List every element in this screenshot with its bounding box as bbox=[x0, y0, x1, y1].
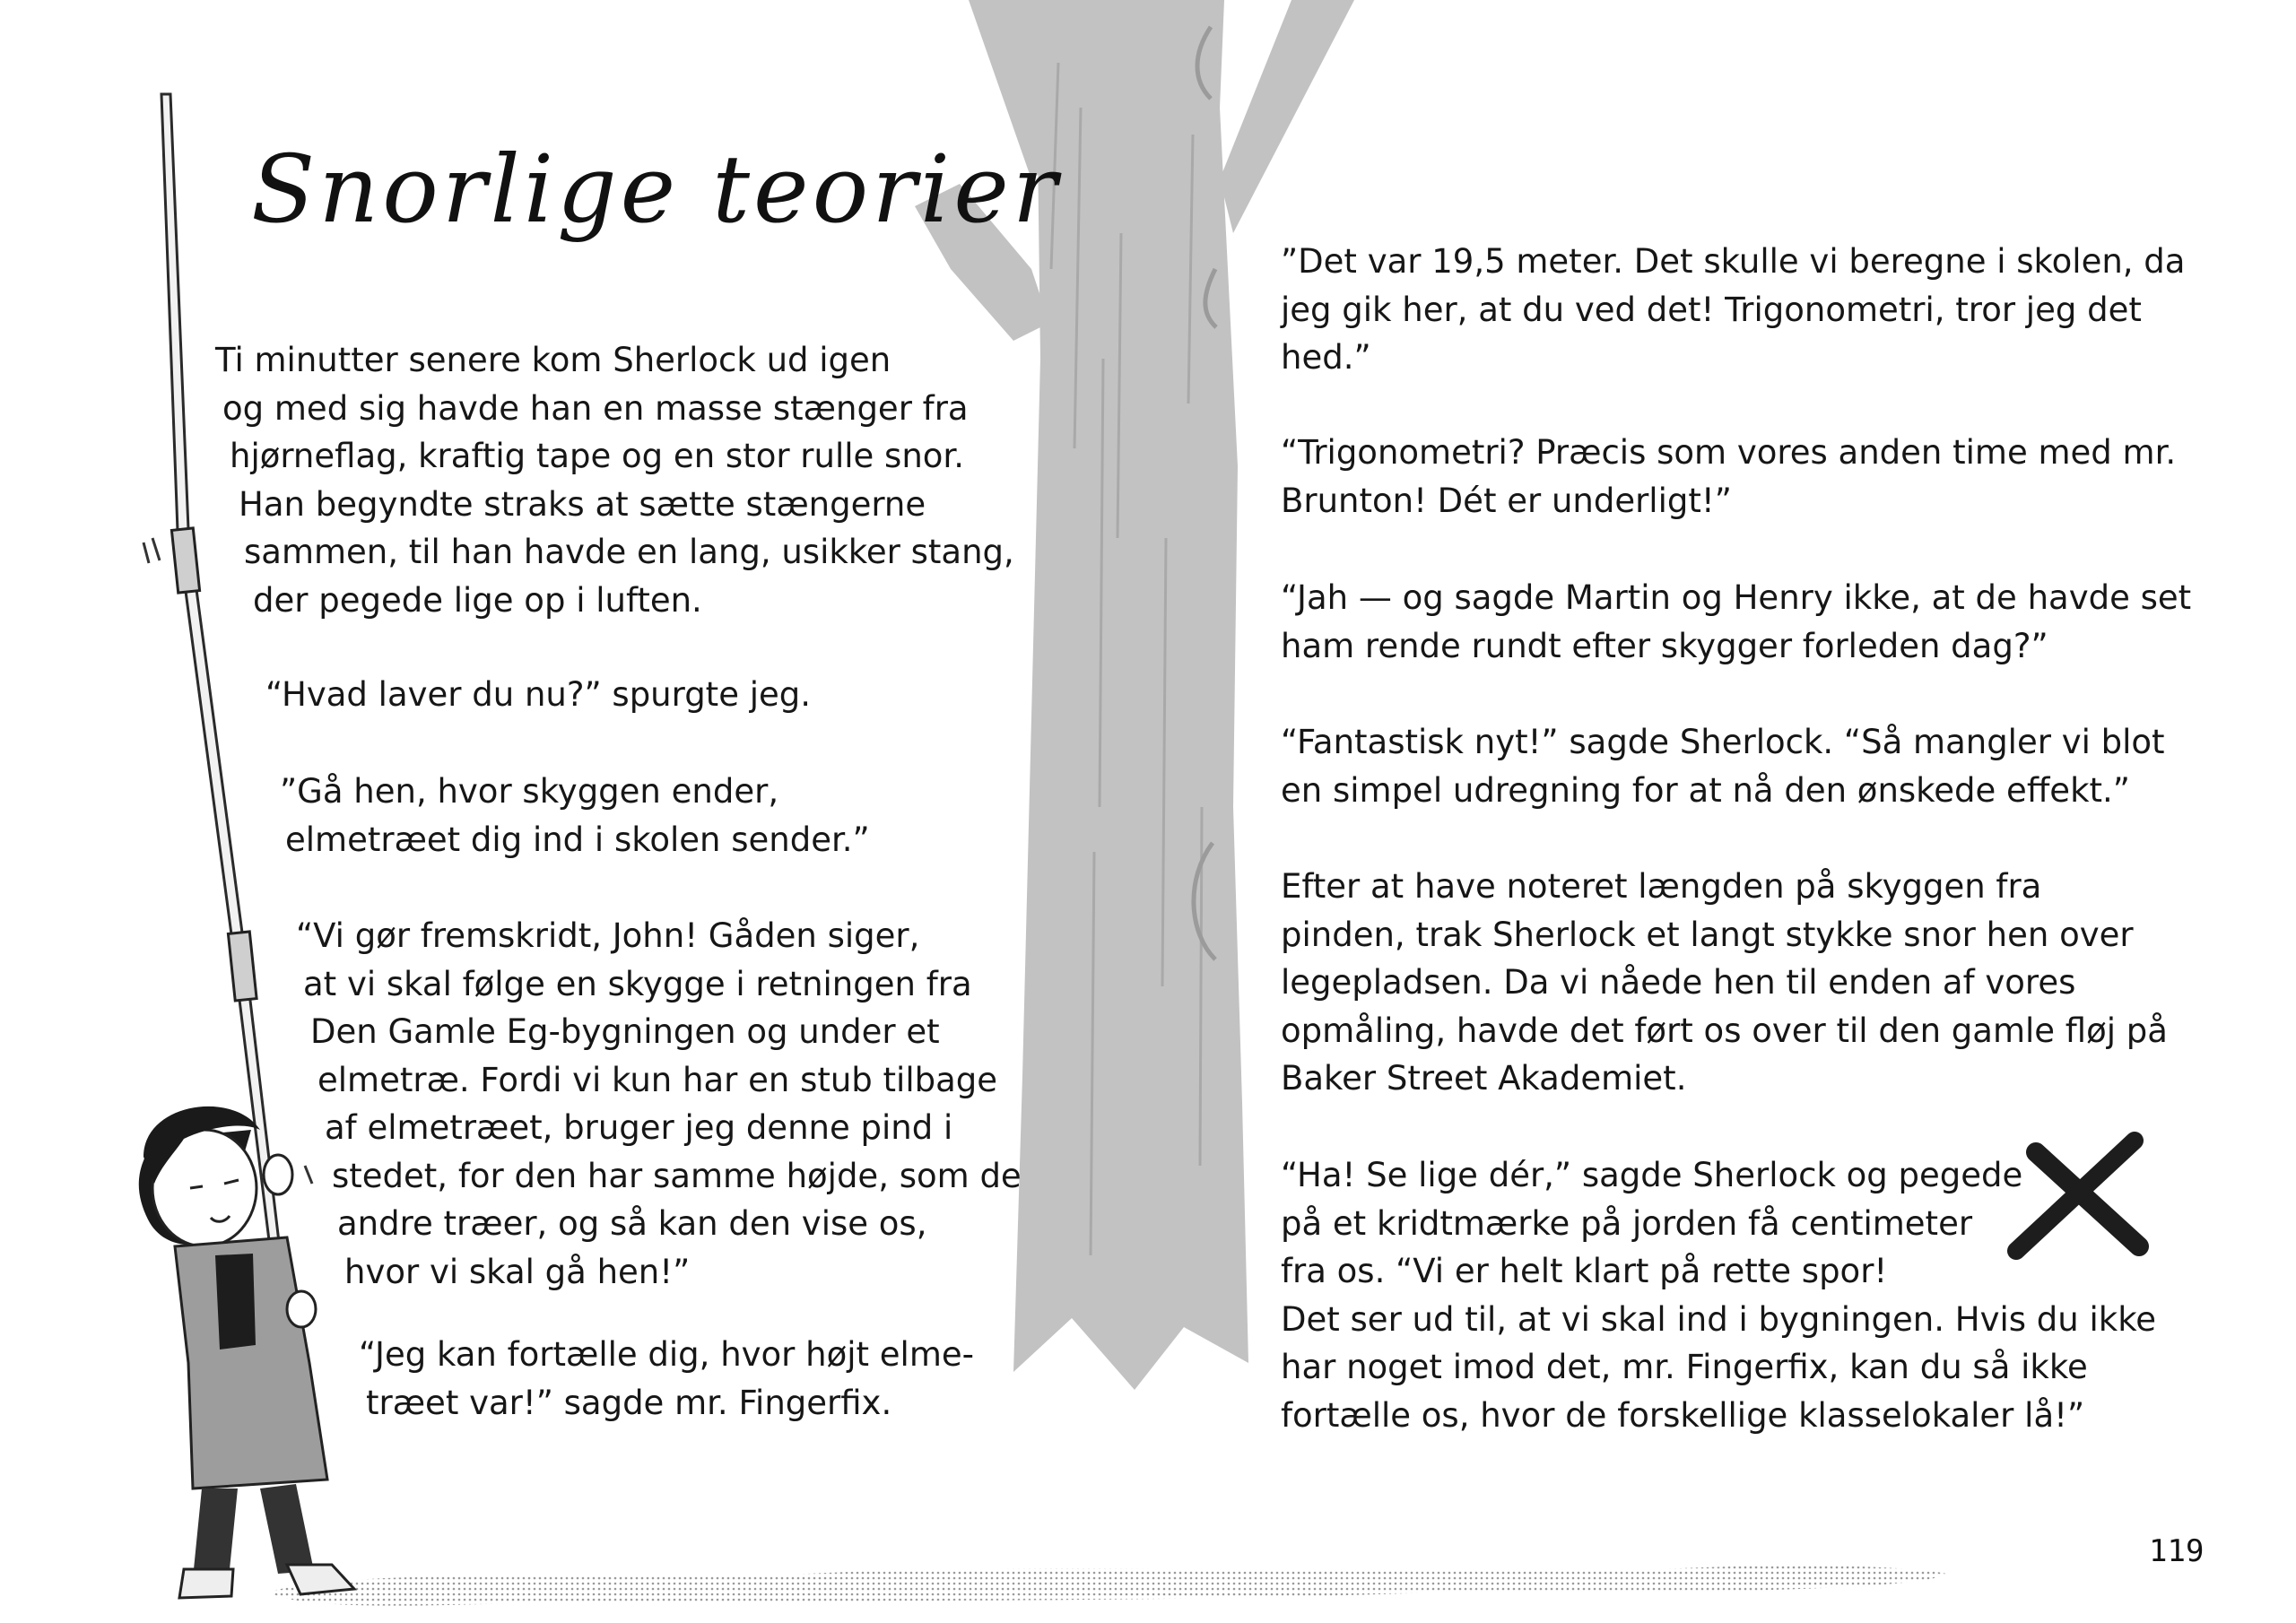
text-line: fortælle os, hvor de forskellige klasselokaler lå!” bbox=[1281, 1395, 2085, 1435]
text-line: “Vi gør fremskridt, John! Gåden siger, bbox=[296, 916, 920, 955]
text-line: Ti minutter senere kom Sherlock ud igen bbox=[215, 341, 891, 379]
text-line: “Fantastisk nyt!” sagde Sherlock. “Så mangler vi blot bbox=[1281, 723, 2165, 761]
text-line: ”Det var 19,5 meter. Det skulle vi beregne i skolen, da bbox=[1281, 242, 2186, 281]
chalk-x-mark-icon bbox=[2016, 1141, 2139, 1251]
text-line: der pegede lige op i luften. bbox=[253, 580, 702, 620]
text-line: “Trigonometri? Præcis som vores anden time med mr. bbox=[1281, 433, 2177, 472]
text-line: træet var!” sagde mr. Fingerfix. bbox=[366, 1383, 892, 1422]
text-line: på et kridtmærke på jorden få centimeter bbox=[1281, 1203, 1973, 1243]
text-line: stedet, for den har samme højde, som de bbox=[332, 1156, 1022, 1195]
text-line: en simpel udregning for at nå den ønskede effekt.” bbox=[1281, 770, 2130, 810]
text-line: andre træer, og så kan den vise os, bbox=[337, 1204, 927, 1243]
text-line: “Jeg kan fortælle dig, hvor højt elme- bbox=[359, 1335, 974, 1374]
page-number: 119 bbox=[2149, 1533, 2205, 1569]
text-line: Baker Street Akademiet. bbox=[1281, 1059, 1687, 1098]
text-line: og med sig havde han en masse stænger fra bbox=[222, 388, 969, 428]
ground-shadow bbox=[269, 1566, 1946, 1606]
text-line: Brunton! Dét er underligt!” bbox=[1281, 481, 1732, 520]
text-line: hed.” bbox=[1281, 338, 1371, 377]
text-line: hjørneflag, kraftig tape og en stor rulle snor. bbox=[230, 437, 964, 475]
text-line: “Hvad laver du nu?” spurgte jeg. bbox=[265, 675, 812, 714]
text-line: af elmetræet, bruger jeg denne pind i bbox=[325, 1108, 953, 1147]
text-line: hvor vi skal gå hen!” bbox=[344, 1252, 691, 1291]
boy-with-pole-illustration bbox=[139, 1107, 354, 1598]
text-line: Han begyndte straks at sætte stængerne bbox=[239, 484, 926, 524]
text-line: at vi skal følge en skygge i retningen fra bbox=[303, 964, 972, 1003]
text-line: fra os. “Vi er helt klart på rette spor! bbox=[1281, 1252, 1888, 1290]
text-line: “Ha! Se lige dér,” sagde Sherlock og pegede bbox=[1281, 1156, 2023, 1194]
text-line: elmetræet dig ind i skolen sender.” bbox=[285, 820, 870, 859]
text-line: sammen, til han havde en lang, usikker stang, bbox=[244, 533, 1014, 571]
text-line: Det ser ud til, at vi skal ind i bygningen. Hvis du ikke bbox=[1281, 1299, 2157, 1339]
text-line: Den Gamle Eg-bygningen og under et bbox=[310, 1012, 940, 1051]
text-line: har noget imod det, mr. Fingerfix, kan du så ikke bbox=[1281, 1348, 2088, 1386]
text-line: opmåling, havde det ført os over til den gamle fløj på bbox=[1281, 1011, 2168, 1050]
text-line: “Jah — og sagde Martin og Henry ikke, at de havde set bbox=[1281, 578, 2192, 617]
text-line: Efter at have noteret længden på skyggen fra bbox=[1281, 867, 2042, 906]
text-line: ham rende rundt efter skygger forleden dag?” bbox=[1281, 626, 2048, 665]
chapter-title: Snorlige teorier bbox=[251, 135, 1061, 244]
text-line: pinden, trak Sherlock et langt stykke snor hen over bbox=[1281, 915, 2134, 954]
text-line: ”Gå hen, hvor skyggen ender, bbox=[280, 772, 779, 811]
text-line: jeg gik her, at du ved det! Trigonometri, tror jeg det bbox=[1281, 290, 2142, 329]
text-line: elmetræ. Fordi vi kun har en stub tilbage bbox=[317, 1060, 998, 1099]
text-line: legepladsen. Da vi nåede hen til enden af vores bbox=[1281, 963, 2076, 1002]
